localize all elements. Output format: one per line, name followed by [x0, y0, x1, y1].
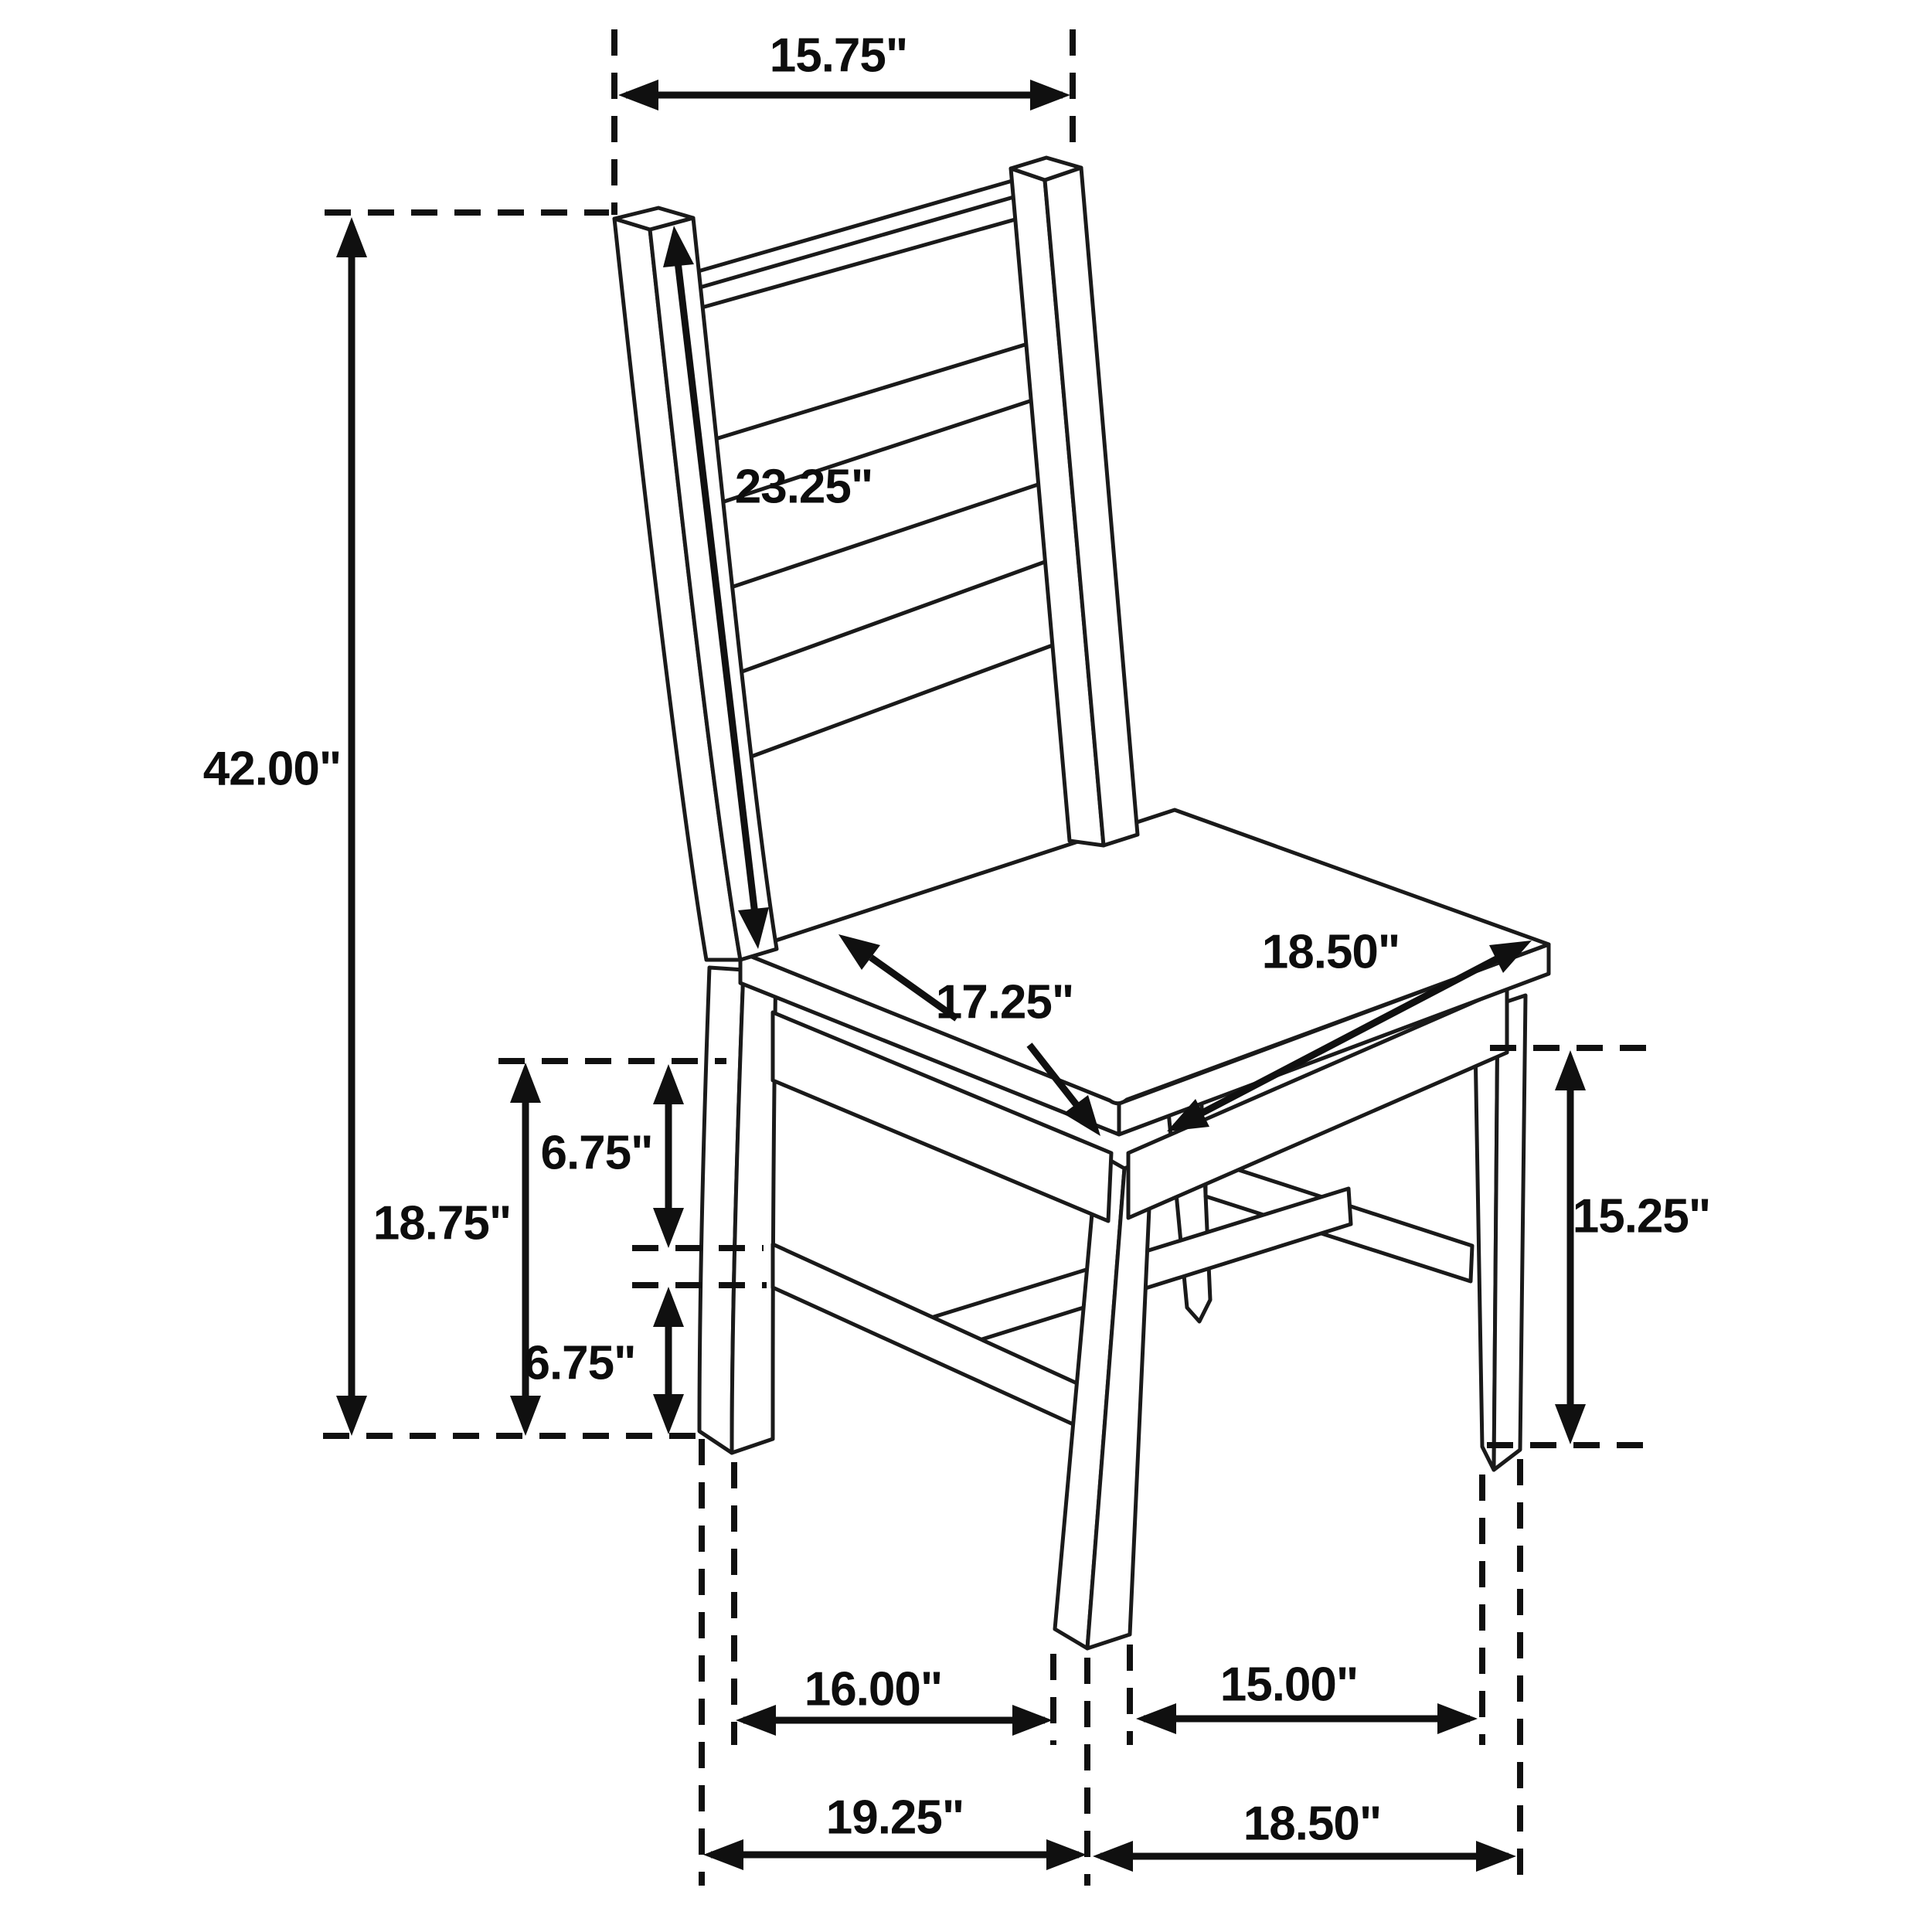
front-right-leg: [1475, 995, 1526, 1470]
dim-label-overall-height: 42.00": [202, 742, 342, 796]
dim-label-seat-depth: 17.25": [935, 975, 1074, 1029]
dim-label-seat-to-stretcher: 6.75": [540, 1126, 653, 1180]
dim-label-footprint-depth: 19.25": [825, 1791, 964, 1845]
back-left-leg: [699, 960, 776, 1453]
dim-label-front-leg-height: 15.25": [1572, 1189, 1711, 1243]
dim-label-back-rest-height: 23.25": [734, 460, 873, 514]
dim-label-stretcher-to-floor: 6.75": [523, 1336, 636, 1390]
left-stretcher: [773, 1244, 1080, 1426]
dim-label-seat-width: 18.50": [1261, 925, 1400, 979]
dim-label-back-width: 15.75": [769, 29, 908, 83]
dim-label-seat-height: 18.75": [372, 1196, 512, 1250]
dim-label-front-leg-spacing: 15.00": [1219, 1658, 1359, 1712]
dim-label-footprint-width: 18.50": [1243, 1797, 1382, 1851]
back-right-post: [1011, 158, 1138, 845]
dim-label-side-leg-spacing: 16.00": [804, 1662, 943, 1716]
